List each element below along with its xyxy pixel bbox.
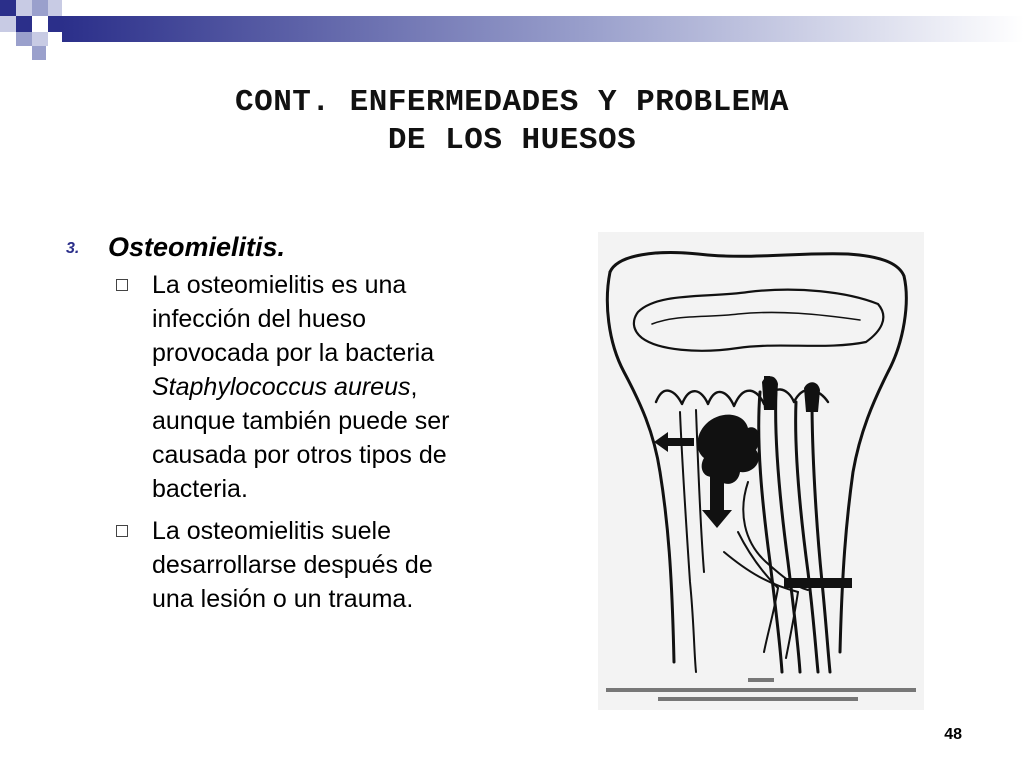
bullet-1-text-end: , aunque también puede ser causada por otros tipos de bacteria. (152, 373, 450, 503)
bone-illustration (598, 232, 924, 710)
sub-bullet-1 (108, 268, 452, 506)
bullet-2-text: La osteomielitis suele desarrollarse después de una lesión o un trauma. (152, 517, 433, 613)
slide-title (0, 84, 1024, 160)
header-decoration (0, 0, 1024, 60)
sub-bullet-2 (108, 514, 452, 616)
item-number: 3. (66, 240, 80, 257)
page-number: 48 (944, 726, 962, 743)
item-title: Osteomielitis. (108, 232, 286, 262)
slide-content (60, 230, 520, 624)
title-line-2: DE LOS HUESOS (387, 123, 637, 158)
bullet-1-text-start: La osteomielitis es una infección del hueso provocada por la bacteria (152, 271, 435, 367)
square-bullet-icon (116, 279, 128, 291)
bone-osteomyelitis-icon (598, 232, 924, 710)
sub-bullet-list (108, 268, 520, 616)
title-line-1: CONT. ENFERMEDADES Y PROBLEMA (235, 85, 789, 120)
square-bullet-icon (116, 525, 128, 537)
figure-caption (606, 678, 916, 701)
list-item-osteomielitis (60, 230, 520, 616)
bullet-1-text-italic: Staphylococcus aureus (152, 373, 411, 401)
